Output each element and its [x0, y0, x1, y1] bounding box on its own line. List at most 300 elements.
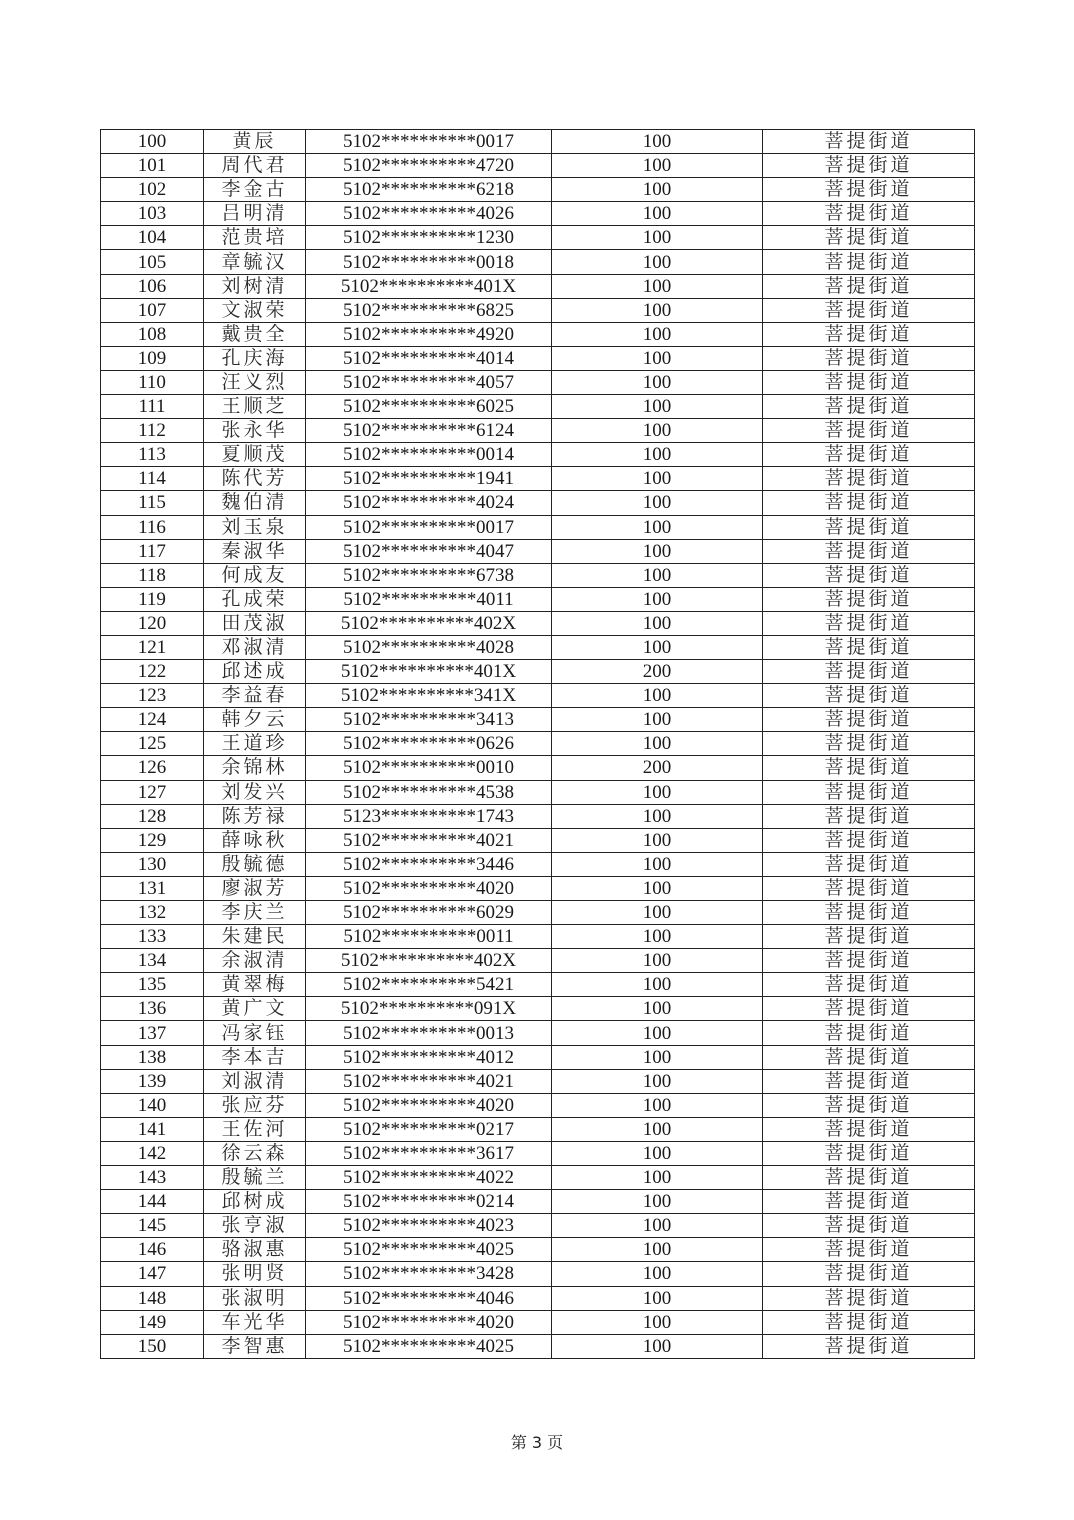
cell-name: 周代君: [204, 154, 306, 178]
cell-id-number: 5102**********0010: [306, 756, 552, 780]
cell-id-number: 5102**********6124: [306, 419, 552, 443]
cell-area: 菩提街道: [763, 202, 975, 226]
cell-id-number: 5102**********6738: [306, 563, 552, 587]
cell-number: 138: [101, 1045, 204, 1069]
cell-amount: 100: [552, 587, 763, 611]
cell-area: 菩提街道: [763, 154, 975, 178]
cell-number: 141: [101, 1117, 204, 1141]
cell-id-number: 5102**********6025: [306, 395, 552, 419]
cell-name: 孔庆海: [204, 346, 306, 370]
roster-table-body: [101, 130, 975, 1359]
table-row: [101, 973, 975, 997]
table-row: [101, 1334, 975, 1358]
cell-number: 119: [101, 587, 204, 611]
cell-number: 118: [101, 563, 204, 587]
cell-name: 余锦林: [204, 756, 306, 780]
cell-name: 王道珍: [204, 732, 306, 756]
cell-id-number: 5102**********091X: [306, 997, 552, 1021]
cell-amount: 100: [552, 274, 763, 298]
cell-name: 殷毓兰: [204, 1166, 306, 1190]
cell-name: 刘树清: [204, 274, 306, 298]
cell-name: 何成友: [204, 563, 306, 587]
cell-id-number: 5102**********3446: [306, 852, 552, 876]
table-row: [101, 1045, 975, 1069]
cell-name: 徐云森: [204, 1141, 306, 1165]
cell-amount: 100: [552, 1190, 763, 1214]
cell-number: 133: [101, 925, 204, 949]
table-row: [101, 1310, 975, 1334]
cell-id-number: 5102**********3428: [306, 1262, 552, 1286]
cell-id-number: 5102**********6825: [306, 298, 552, 322]
cell-area: 菩提街道: [763, 587, 975, 611]
cell-id-number: 5102**********4057: [306, 370, 552, 394]
cell-id-number: 5102**********6029: [306, 901, 552, 925]
cell-id-number: 5102**********401X: [306, 660, 552, 684]
cell-name: 黄广文: [204, 997, 306, 1021]
cell-number: 123: [101, 684, 204, 708]
cell-name: 李智惠: [204, 1334, 306, 1358]
table-row: [101, 611, 975, 635]
table-row: [101, 1214, 975, 1238]
cell-number: 105: [101, 250, 204, 274]
cell-area: 菩提街道: [763, 467, 975, 491]
cell-id-number: 5102**********4026: [306, 202, 552, 226]
cell-id-number: 5102**********0017: [306, 130, 552, 154]
cell-amount: 100: [552, 997, 763, 1021]
cell-name: 张永华: [204, 419, 306, 443]
cell-number: 149: [101, 1310, 204, 1334]
cell-amount: 100: [552, 1262, 763, 1286]
cell-area: 菩提街道: [763, 226, 975, 250]
cell-name: 魏伯清: [204, 491, 306, 515]
cell-area: 菩提街道: [763, 1141, 975, 1165]
cell-number: 129: [101, 828, 204, 852]
cell-number: 121: [101, 635, 204, 659]
cell-name: 邱树成: [204, 1190, 306, 1214]
cell-number: 134: [101, 949, 204, 973]
cell-number: 130: [101, 852, 204, 876]
cell-id-number: 5102**********4025: [306, 1334, 552, 1358]
cell-number: 126: [101, 756, 204, 780]
cell-amount: 100: [552, 1286, 763, 1310]
cell-number: 104: [101, 226, 204, 250]
cell-amount: 100: [552, 563, 763, 587]
cell-number: 139: [101, 1069, 204, 1093]
cell-area: 菩提街道: [763, 539, 975, 563]
table-row: [101, 949, 975, 973]
cell-amount: 100: [552, 925, 763, 949]
cell-number: 112: [101, 419, 204, 443]
cell-amount: 100: [552, 1214, 763, 1238]
cell-amount: 100: [552, 780, 763, 804]
cell-area: 菩提街道: [763, 611, 975, 635]
cell-area: 菩提街道: [763, 298, 975, 322]
cell-name: 车光华: [204, 1310, 306, 1334]
cell-number: 142: [101, 1141, 204, 1165]
cell-area: 菩提街道: [763, 491, 975, 515]
table-row: [101, 660, 975, 684]
cell-name: 骆淑惠: [204, 1238, 306, 1262]
cell-id-number: 5102**********4020: [306, 1310, 552, 1334]
cell-id-number: 5102**********4047: [306, 539, 552, 563]
cell-name: 朱建民: [204, 925, 306, 949]
cell-name: 薛咏秋: [204, 828, 306, 852]
cell-area: 菩提街道: [763, 828, 975, 852]
cell-id-number: 5102**********0217: [306, 1117, 552, 1141]
cell-amount: 100: [552, 395, 763, 419]
cell-area: 菩提街道: [763, 1190, 975, 1214]
cell-area: 菩提街道: [763, 443, 975, 467]
cell-area: 菩提街道: [763, 1286, 975, 1310]
cell-amount: 100: [552, 1117, 763, 1141]
cell-area: 菩提街道: [763, 1021, 975, 1045]
cell-amount: 100: [552, 1238, 763, 1262]
cell-number: 145: [101, 1214, 204, 1238]
table-row: [101, 1141, 975, 1165]
cell-number: 125: [101, 732, 204, 756]
cell-number: 136: [101, 997, 204, 1021]
cell-area: 菩提街道: [763, 1262, 975, 1286]
table-row: [101, 346, 975, 370]
cell-number: 115: [101, 491, 204, 515]
cell-id-number: 5102**********3617: [306, 1141, 552, 1165]
cell-number: 102: [101, 178, 204, 202]
cell-id-number: 5102**********402X: [306, 611, 552, 635]
cell-name: 田茂淑: [204, 611, 306, 635]
cell-name: 刘发兴: [204, 780, 306, 804]
cell-id-number: 5102**********4028: [306, 635, 552, 659]
table-row: [101, 563, 975, 587]
table-row: [101, 1262, 975, 1286]
cell-amount: 100: [552, 901, 763, 925]
cell-id-number: 5102**********401X: [306, 274, 552, 298]
cell-name: 秦淑华: [204, 539, 306, 563]
cell-name: 余淑清: [204, 949, 306, 973]
cell-name: 刘淑清: [204, 1069, 306, 1093]
cell-name: 黄翠梅: [204, 973, 306, 997]
cell-name: 李庆兰: [204, 901, 306, 925]
page-number: 第 3 页: [510, 1433, 564, 1452]
cell-area: 菩提街道: [763, 1166, 975, 1190]
cell-number: 108: [101, 322, 204, 346]
table-row: [101, 1190, 975, 1214]
cell-name: 孔成荣: [204, 587, 306, 611]
table-row: [101, 202, 975, 226]
cell-amount: 100: [552, 708, 763, 732]
cell-area: 菩提街道: [763, 1238, 975, 1262]
cell-amount: 100: [552, 467, 763, 491]
cell-id-number: 5102**********0017: [306, 515, 552, 539]
cell-id-number: 5102**********4014: [306, 346, 552, 370]
cell-area: 菩提街道: [763, 1310, 975, 1334]
cell-name: 邓淑清: [204, 635, 306, 659]
cell-name: 邱述成: [204, 660, 306, 684]
cell-number: 144: [101, 1190, 204, 1214]
cell-area: 菩提街道: [763, 346, 975, 370]
cell-amount: 100: [552, 178, 763, 202]
cell-number: 146: [101, 1238, 204, 1262]
cell-number: 107: [101, 298, 204, 322]
table-row: [101, 130, 975, 154]
cell-amount: 100: [552, 491, 763, 515]
cell-id-number: 5102**********4020: [306, 1093, 552, 1117]
cell-area: 菩提街道: [763, 708, 975, 732]
cell-id-number: 5102**********4720: [306, 154, 552, 178]
cell-amount: 100: [552, 1021, 763, 1045]
cell-area: 菩提街道: [763, 1093, 975, 1117]
cell-number: 135: [101, 973, 204, 997]
cell-amount: 100: [552, 635, 763, 659]
cell-name: 韩夕云: [204, 708, 306, 732]
cell-id-number: 5102**********4920: [306, 322, 552, 346]
table-row: [101, 925, 975, 949]
cell-amount: 100: [552, 611, 763, 635]
cell-area: 菩提街道: [763, 1214, 975, 1238]
table-row: [101, 322, 975, 346]
table-row: [101, 1117, 975, 1141]
cell-area: 菩提街道: [763, 876, 975, 900]
cell-name: 文淑荣: [204, 298, 306, 322]
cell-number: 116: [101, 515, 204, 539]
cell-amount: 100: [552, 202, 763, 226]
cell-amount: 100: [552, 876, 763, 900]
cell-area: 菩提街道: [763, 780, 975, 804]
table-row: [101, 756, 975, 780]
table-row: [101, 154, 975, 178]
cell-number: 132: [101, 901, 204, 925]
cell-amount: 100: [552, 684, 763, 708]
cell-name: 汪义烈: [204, 370, 306, 394]
cell-amount: 100: [552, 226, 763, 250]
cell-name: 戴贵全: [204, 322, 306, 346]
cell-area: 菩提街道: [763, 973, 975, 997]
cell-number: 137: [101, 1021, 204, 1045]
cell-name: 陈代芳: [204, 467, 306, 491]
cell-name: 张应芬: [204, 1093, 306, 1117]
cell-number: 103: [101, 202, 204, 226]
table-row: [101, 298, 975, 322]
cell-number: 101: [101, 154, 204, 178]
cell-id-number: 5102**********0013: [306, 1021, 552, 1045]
table-row: [101, 226, 975, 250]
table-row: [101, 1166, 975, 1190]
cell-amount: 100: [552, 419, 763, 443]
cell-id-number: 5102**********4025: [306, 1238, 552, 1262]
cell-id-number: 5102**********1230: [306, 226, 552, 250]
cell-amount: 100: [552, 973, 763, 997]
cell-id-number: 5102**********5421: [306, 973, 552, 997]
cell-id-number: 5102**********341X: [306, 684, 552, 708]
cell-number: 143: [101, 1166, 204, 1190]
cell-id-number: 5102**********4538: [306, 780, 552, 804]
table-row: [101, 1238, 975, 1262]
cell-amount: 100: [552, 1334, 763, 1358]
cell-amount: 100: [552, 298, 763, 322]
table-row: [101, 901, 975, 925]
cell-amount: 100: [552, 322, 763, 346]
cell-name: 廖淑芳: [204, 876, 306, 900]
cell-amount: 100: [552, 1166, 763, 1190]
cell-name: 陈芳禄: [204, 804, 306, 828]
cell-id-number: 5123**********1743: [306, 804, 552, 828]
cell-name: 李本吉: [204, 1045, 306, 1069]
cell-amount: 100: [552, 1093, 763, 1117]
cell-amount: 100: [552, 1141, 763, 1165]
cell-amount: 100: [552, 1045, 763, 1069]
cell-id-number: 5102**********6218: [306, 178, 552, 202]
cell-id-number: 5102**********4021: [306, 1069, 552, 1093]
table-row: [101, 370, 975, 394]
table-row: [101, 684, 975, 708]
table-row: [101, 274, 975, 298]
cell-area: 菩提街道: [763, 852, 975, 876]
cell-number: 110: [101, 370, 204, 394]
cell-name: 殷毓德: [204, 852, 306, 876]
cell-id-number: 5102**********402X: [306, 949, 552, 973]
cell-area: 菩提街道: [763, 419, 975, 443]
table-row: [101, 395, 975, 419]
table-row: [101, 780, 975, 804]
cell-id-number: 5102**********4011: [306, 587, 552, 611]
table-row: [101, 467, 975, 491]
cell-name: 张亨淑: [204, 1214, 306, 1238]
cell-name: 李金古: [204, 178, 306, 202]
cell-amount: 200: [552, 660, 763, 684]
table-row: [101, 1021, 975, 1045]
cell-name: 范贵培: [204, 226, 306, 250]
cell-number: 117: [101, 539, 204, 563]
cell-amount: 200: [552, 756, 763, 780]
cell-area: 菩提街道: [763, 901, 975, 925]
table-row: [101, 732, 975, 756]
cell-number: 147: [101, 1262, 204, 1286]
cell-area: 菩提街道: [763, 250, 975, 274]
cell-id-number: 5102**********0018: [306, 250, 552, 274]
cell-number: 148: [101, 1286, 204, 1310]
cell-area: 菩提街道: [763, 130, 975, 154]
cell-amount: 100: [552, 852, 763, 876]
cell-area: 菩提街道: [763, 660, 975, 684]
cell-area: 菩提街道: [763, 322, 975, 346]
cell-name: 张淑明: [204, 1286, 306, 1310]
cell-id-number: 5102**********4046: [306, 1286, 552, 1310]
cell-id-number: 5102**********4024: [306, 491, 552, 515]
cell-id-number: 5102**********0014: [306, 443, 552, 467]
cell-number: 106: [101, 274, 204, 298]
cell-id-number: 5102**********0214: [306, 1190, 552, 1214]
cell-amount: 100: [552, 828, 763, 852]
table-row: [101, 250, 975, 274]
table-row: [101, 708, 975, 732]
table-row: [101, 587, 975, 611]
cell-area: 菩提街道: [763, 1045, 975, 1069]
cell-amount: 100: [552, 130, 763, 154]
table-row: [101, 804, 975, 828]
cell-amount: 100: [552, 443, 763, 467]
cell-number: 127: [101, 780, 204, 804]
cell-id-number: 5102**********4012: [306, 1045, 552, 1069]
table-row: [101, 443, 975, 467]
table-row: [101, 828, 975, 852]
cell-name: 李益春: [204, 684, 306, 708]
cell-area: 菩提街道: [763, 635, 975, 659]
cell-number: 128: [101, 804, 204, 828]
cell-area: 菩提街道: [763, 804, 975, 828]
cell-area: 菩提街道: [763, 1334, 975, 1358]
cell-id-number: 5102**********4021: [306, 828, 552, 852]
cell-name: 王顺芝: [204, 395, 306, 419]
table-row: [101, 419, 975, 443]
cell-amount: 100: [552, 250, 763, 274]
cell-number: 111: [101, 395, 204, 419]
cell-area: 菩提街道: [763, 370, 975, 394]
table-row: [101, 1093, 975, 1117]
table-row: [101, 635, 975, 659]
cell-id-number: 5102**********0626: [306, 732, 552, 756]
cell-id-number: 5102**********1941: [306, 467, 552, 491]
cell-number: 114: [101, 467, 204, 491]
cell-number: 131: [101, 876, 204, 900]
cell-area: 菩提街道: [763, 178, 975, 202]
cell-name: 吕明清: [204, 202, 306, 226]
cell-id-number: 5102**********0011: [306, 925, 552, 949]
cell-name: 黄辰: [204, 130, 306, 154]
cell-amount: 100: [552, 949, 763, 973]
cell-amount: 100: [552, 370, 763, 394]
cell-number: 120: [101, 611, 204, 635]
table-row: [101, 997, 975, 1021]
cell-id-number: 5102**********4022: [306, 1166, 552, 1190]
cell-amount: 100: [552, 732, 763, 756]
cell-amount: 100: [552, 1069, 763, 1093]
table-row: [101, 876, 975, 900]
cell-name: 王佐河: [204, 1117, 306, 1141]
cell-id-number: 5102**********4023: [306, 1214, 552, 1238]
cell-amount: 100: [552, 346, 763, 370]
cell-area: 菩提街道: [763, 684, 975, 708]
cell-name: 张明贤: [204, 1262, 306, 1286]
cell-area: 菩提街道: [763, 515, 975, 539]
table-row: [101, 178, 975, 202]
cell-area: 菩提街道: [763, 949, 975, 973]
cell-area: 菩提街道: [763, 1069, 975, 1093]
cell-name: 章毓汉: [204, 250, 306, 274]
cell-amount: 100: [552, 515, 763, 539]
cell-number: 140: [101, 1093, 204, 1117]
cell-area: 菩提街道: [763, 925, 975, 949]
cell-number: 124: [101, 708, 204, 732]
cell-number: 113: [101, 443, 204, 467]
table-row: [101, 1069, 975, 1093]
cell-area: 菩提街道: [763, 563, 975, 587]
cell-area: 菩提街道: [763, 756, 975, 780]
cell-number: 109: [101, 346, 204, 370]
cell-amount: 100: [552, 154, 763, 178]
cell-amount: 100: [552, 804, 763, 828]
cell-number: 150: [101, 1334, 204, 1358]
cell-name: 刘玉泉: [204, 515, 306, 539]
cell-name: 夏顺茂: [204, 443, 306, 467]
cell-id-number: 5102**********3413: [306, 708, 552, 732]
cell-number: 122: [101, 660, 204, 684]
cell-name: 冯家钰: [204, 1021, 306, 1045]
cell-area: 菩提街道: [763, 1117, 975, 1141]
cell-area: 菩提街道: [763, 395, 975, 419]
table-row: [101, 1286, 975, 1310]
cell-id-number: 5102**********4020: [306, 876, 552, 900]
cell-area: 菩提街道: [763, 732, 975, 756]
table-row: [101, 515, 975, 539]
